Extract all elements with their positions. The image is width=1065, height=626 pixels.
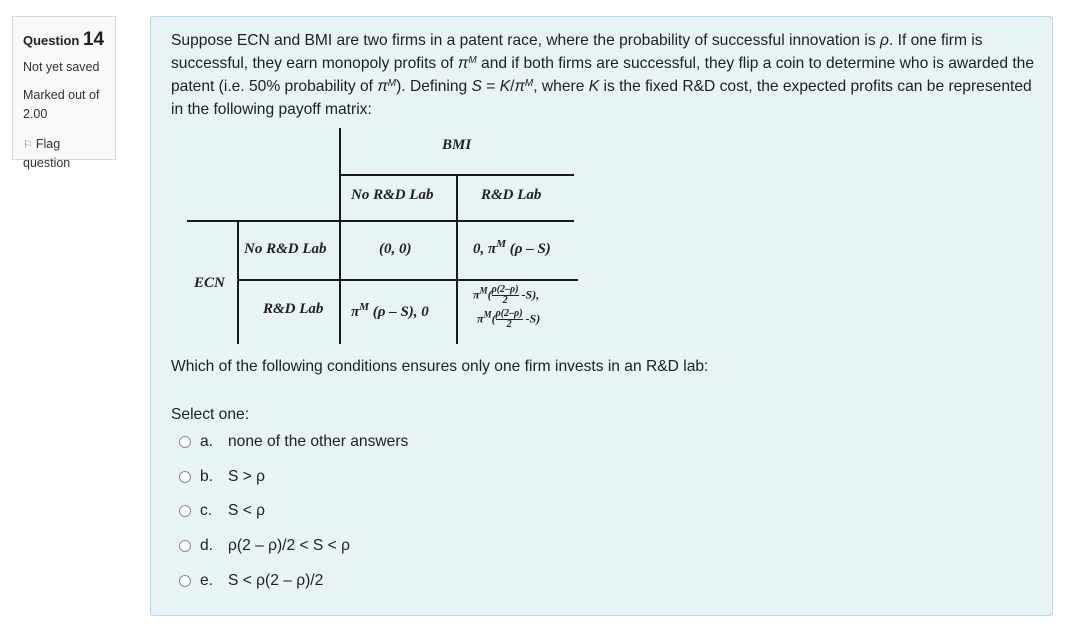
- option-text: S < ρ(2 – ρ)/2: [228, 572, 324, 589]
- matrix-line-cols-divider: [456, 176, 458, 344]
- superscript-m: M: [524, 78, 534, 89]
- option-text: S < ρ: [228, 502, 266, 519]
- matrix-player-ecn: ECN: [194, 275, 225, 291]
- radio-button[interactable]: [179, 575, 191, 587]
- option-letter: b.: [200, 468, 214, 485]
- radio-button[interactable]: [179, 540, 191, 552]
- matrix-line-ecn-vertical: [237, 220, 239, 344]
- radio-button[interactable]: [179, 471, 191, 483]
- fraction-denominator: 2: [506, 319, 512, 330]
- matrix-fraction: [496, 309, 523, 330]
- matrix-row-no-lab: No R&D Lab: [244, 241, 327, 257]
- option-letter: a.: [200, 433, 214, 450]
- pi-symbol: π: [457, 55, 469, 72]
- rho-symbol: ρ: [880, 32, 889, 49]
- question-prompt: Which of the following conditions ensures only one firm invests in an R&D lab:: [171, 358, 709, 375]
- matrix-cell-text: π: [477, 311, 484, 326]
- matrix-cell-lab-no: [351, 301, 429, 321]
- question-text-part: Suppose ECN and BMI are two firms in a patent race, where the probability of successful innovation is: [171, 32, 881, 49]
- answer-option-c[interactable]: [179, 500, 265, 522]
- radio-button[interactable]: [179, 436, 191, 448]
- radio-button[interactable]: [179, 505, 191, 517]
- matrix-row-lab: R&D Lab: [263, 301, 324, 317]
- option-text: none of the other answers: [228, 433, 409, 450]
- superscript-m: M: [468, 55, 477, 66]
- question-text-part: is the fixed R&D cost, the expected profits can be represented in the following payoff matrix:: [171, 78, 1032, 118]
- superscript-m: M: [387, 78, 397, 89]
- option-letter: c.: [200, 502, 213, 519]
- matrix-line-header-bottom: [187, 220, 574, 222]
- pi-symbol: π: [377, 78, 388, 95]
- answer-option-b[interactable]: [179, 466, 265, 488]
- matrix-line-bmi-vertical: [339, 128, 341, 344]
- matrix-cell-lab-lab-row2: [477, 309, 540, 330]
- matrix-cell-sup: M: [359, 301, 369, 313]
- option-text: ρ(2 – ρ)/2 < S < ρ: [228, 537, 350, 554]
- matrix-cell-text: -S),: [518, 287, 540, 302]
- k-symbol: K: [499, 78, 511, 95]
- s-symbol: S: [471, 78, 482, 95]
- question-state: Not yet saved: [23, 60, 100, 74]
- matrix-fraction: [492, 285, 519, 306]
- question-text: [171, 29, 1041, 121]
- pi-symbol: π: [514, 78, 525, 95]
- slash: /: [510, 78, 515, 95]
- option-text: S > ρ: [228, 468, 266, 485]
- matrix-cell-text: π: [473, 287, 480, 302]
- marks-label: Marked out of: [23, 88, 100, 102]
- matrix-cell-text: (ρ – S): [505, 241, 551, 257]
- flag-label: Flag: [35, 137, 61, 151]
- marks-value: 2.00: [23, 107, 48, 121]
- matrix-cell-sup: M: [483, 309, 492, 320]
- matrix-cell-no-no: (0, 0): [379, 241, 412, 257]
- matrix-cell-lab-lab-row1: [473, 285, 539, 306]
- matrix-cell-text: (: [487, 287, 492, 302]
- flag-icon: ⚐: [23, 139, 33, 151]
- equals-sign: =: [481, 78, 500, 95]
- select-one-label: Select one:: [171, 406, 250, 423]
- matrix-line-row-divider: [237, 279, 578, 281]
- matrix-cell-no-lab: [473, 238, 551, 258]
- answer-option-e[interactable]: [179, 570, 323, 592]
- question-number: [23, 29, 115, 51]
- question-marks: [23, 86, 115, 124]
- answer-option-d[interactable]: [179, 535, 350, 557]
- matrix-col-lab: R&D Lab: [481, 187, 542, 203]
- fraction-numerator: ρ(2–ρ): [495, 308, 523, 319]
- question-label: Question: [23, 33, 80, 48]
- flag-label-2: question: [23, 156, 71, 170]
- question-text-part: and if both firms are successful, they flip a coin to determine who is awarded the patent (i.e. 50% probability of: [171, 55, 1035, 95]
- question-number-value: 14: [82, 29, 105, 50]
- matrix-cell-text: π: [351, 304, 360, 320]
- matrix-player-bmi: BMI: [442, 137, 472, 153]
- fraction-denominator: 2: [502, 295, 508, 306]
- matrix-cell-sup: M: [479, 285, 488, 296]
- question-info-panel: [12, 16, 116, 170]
- k-symbol: K: [588, 78, 600, 95]
- matrix-col-no-lab: No R&D Lab: [351, 187, 434, 203]
- fraction-numerator: ρ(2–ρ): [491, 284, 519, 295]
- matrix-cell-text: (ρ – S), 0: [368, 304, 429, 320]
- matrix-cell-sup: M: [496, 238, 506, 250]
- flag-question-button[interactable]: [23, 135, 115, 172]
- question-text-part: . If one firm is successful, they earn monopoly profits of: [171, 32, 983, 72]
- matrix-cell-text: 0, π: [473, 241, 497, 257]
- question-content: [150, 16, 1053, 616]
- matrix-cell-text: (: [491, 311, 496, 326]
- answer-option-a[interactable]: [179, 431, 408, 453]
- question-text-part: , where: [533, 78, 589, 95]
- option-letter: e.: [200, 572, 214, 589]
- matrix-cell-text: -S): [522, 311, 541, 326]
- question-text-part: ). Defining: [396, 78, 472, 95]
- option-letter: d.: [200, 537, 214, 554]
